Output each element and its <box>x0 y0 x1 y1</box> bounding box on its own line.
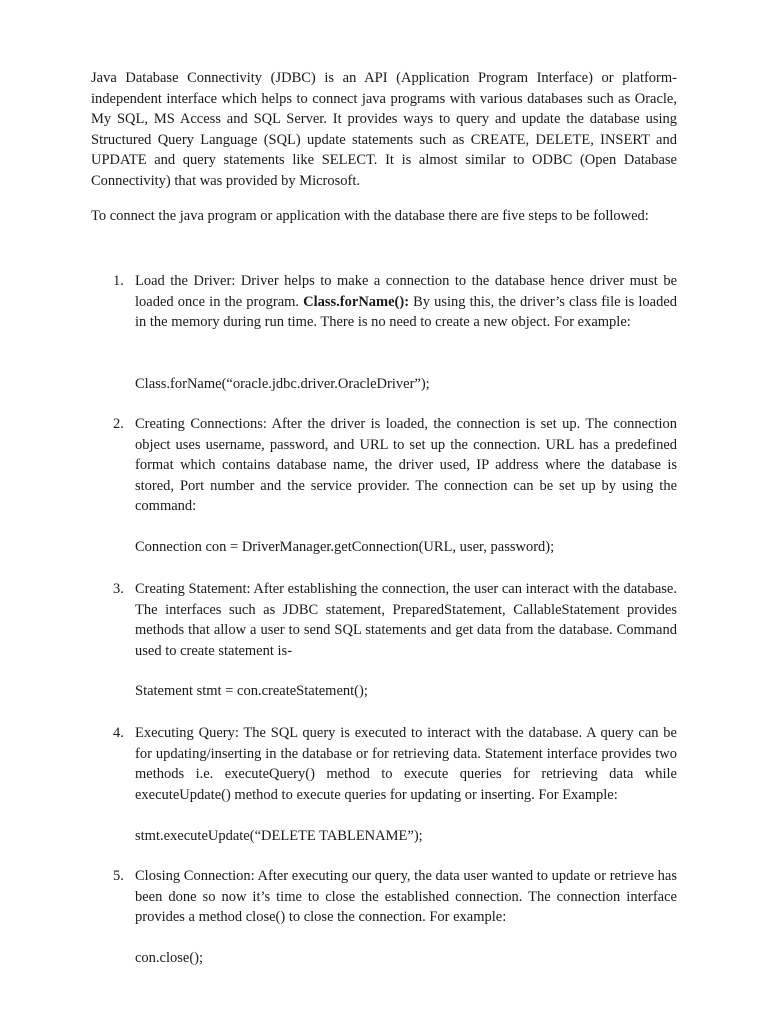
step-number: 5. <box>113 868 124 884</box>
intro-paragraph: Java Database Connectivity (JDBC) is an API (Application Program Interface) or platform-independent interface which helps to connect java programs with various databases such as Oracle, My SQL, MS Access and SQL Server. It provides ways to query and update the database using Structured Query Language (SQL) update statements such as CREATE, DELETE, INSERT and UPDATE and query statements like SELECT. It is almost similar to ODBC (Open Database Connectivity) that was provided by Microsoft. <box>91 70 677 189</box>
step-number: 3. <box>113 581 124 597</box>
code-example-close: con.close(); <box>135 950 204 966</box>
step-bold-term: Class.forName(): <box>303 293 410 310</box>
code-example-connection: Connection con = DriverManager.getConnection(URL, user, password); <box>135 539 555 555</box>
steps-intro-line: To connect the java program or application with the database there are five steps to be followed: <box>91 208 649 224</box>
step-text: Executing Query: The SQL query is executed to interact with the database. A query can be for updating/inserting in the database or for retrieving data. Statement interface provides two methods i.e. executeQuery() method to execute queries for retrieving data while executeUpdate() method to execute queries for updating or inserting. For Example: <box>135 725 677 803</box>
code-example-execute-update: stmt.executeUpdate(“DELETE TABLENAME”); <box>135 828 423 844</box>
code-example-load-driver: Class.forName(“oracle.jdbc.driver.OracleDriver”); <box>135 376 430 392</box>
step-number: 4. <box>113 725 124 741</box>
step-text-part: Load the Driver: Driver helps to make a connection to the database hence driver must be loaded once in the program. <box>135 273 677 310</box>
step-number: 1. <box>113 273 124 289</box>
step-number: 2. <box>113 416 124 432</box>
code-example-statement: Statement stmt = con.createStatement(); <box>135 683 368 699</box>
step-text: Closing Connection: After executing our query, the data user wanted to update or retrieve has been done so now it’s time to close the established connection. The connection interface provides a method close() to close the connection. For example: <box>135 868 677 926</box>
step-text: Creating Statement: After establishing the connection, the user can interact with the database. The interfaces such as JDBC statement, PreparedStatement, CallableStatement provides methods that allow a user to send SQL statements and get data from the database. Command used to create statement is- <box>135 581 677 659</box>
step-text <box>135 271 677 333</box>
step-text-part: By using this, the driver’s class file is loaded in the memory during run time. There is no need to create a new object. For example: <box>135 293 678 331</box>
step-text: Creating Connections: After the driver is loaded, the connection is set up. The connection object uses username, password, and URL to set up the connection. URL has a predefined format which contains database name, the driver used, IP address where the database is stored, Port number and the service provider. The connection can be set up by using the command: <box>135 416 677 515</box>
